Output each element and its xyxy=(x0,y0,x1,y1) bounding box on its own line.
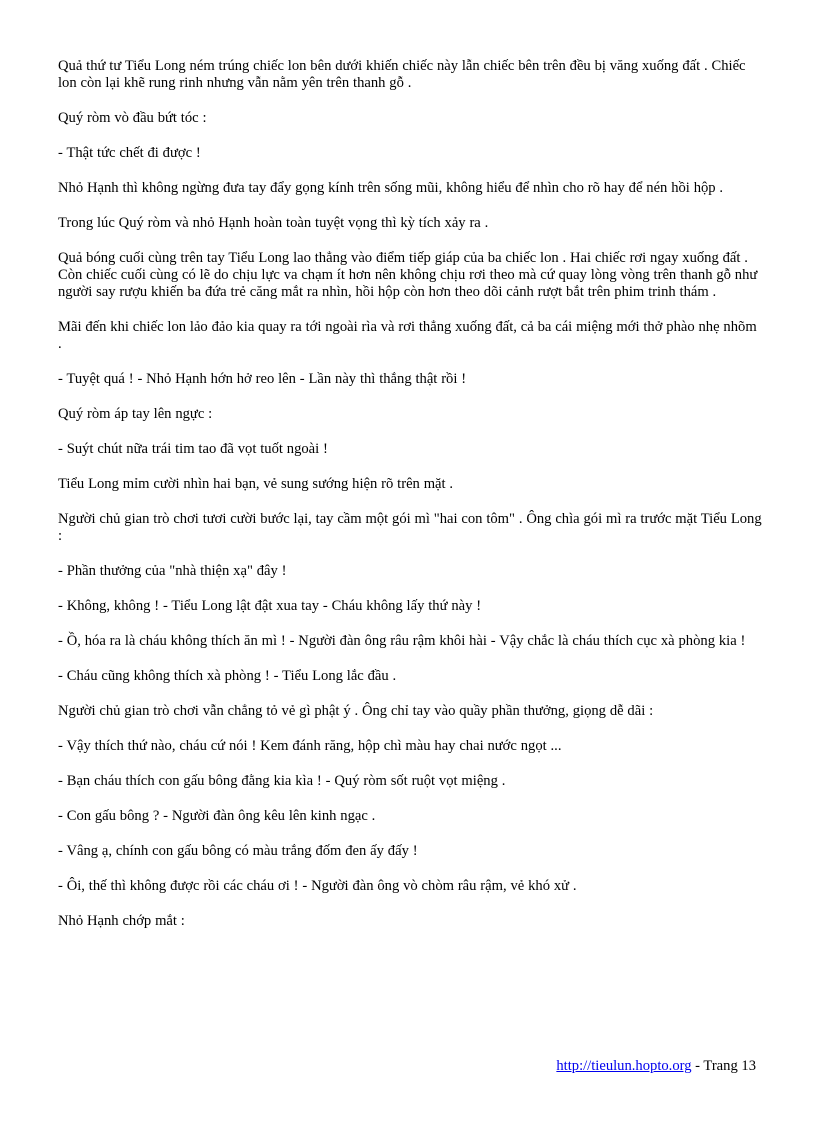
paragraph: - Bạn cháu thích con gấu bông đằng kia kìa ! - Quý ròm sốt ruột vọt miệng . xyxy=(58,773,506,789)
paragraph: - Thật tức chết đi được ! xyxy=(58,145,201,161)
paragraph: - Không, không ! - Tiểu Long lật đật xua tay - Cháu không lấy thứ này ! xyxy=(58,598,482,614)
paragraph: Quý ròm áp tay lên ngực : xyxy=(58,406,213,422)
paragraph: - Ôi, thế thì không được rồi các cháu ơi ! - Người đàn ông vò chòm râu rậm, vẻ khó xử . xyxy=(58,878,577,894)
paragraph: Tiểu Long mỉm cười nhìn hai bạn, vẻ sung sướng hiện rõ trên mặt . xyxy=(58,476,454,492)
paragraph: Quả thứ tư Tiểu Long ném trúng chiếc lon bên dưới khiến chiếc này lẫn chiếc bên trên đều bị văng xuống đất . Chiếc lon còn lại khẽ rung rinh nhưng vẫn nằm yên trên thanh gỗ . xyxy=(58,58,746,91)
page-footer xyxy=(556,1058,756,1075)
paragraph: - Phần thưởng của "nhà thiện xạ" đây ! xyxy=(58,563,287,579)
paragraph: Trong lúc Quý ròm và nhỏ Hạnh hoàn toàn tuyệt vọng thì kỳ tích xảy ra . xyxy=(58,215,489,231)
paragraph: Quý ròm vò đầu bứt tóc : xyxy=(58,110,207,126)
site-link[interactable]: http://tieulun.hopto.org xyxy=(556,1058,692,1074)
paragraph: Người chủ gian trò chơi vẫn chẳng tỏ vẻ gì phật ý . Ông chỉ tay vào quầy phần thưởng, giọng dễ dãi : xyxy=(58,703,654,719)
paragraph: Người chủ gian trò chơi tươi cười bước lại, tay cầm một gói mì "hai con tôm" . Ông chìa gói mì ra trước mặt Tiểu Long : xyxy=(58,511,762,544)
paragraph: - Cháu cũng không thích xà phòng ! - Tiểu Long lắc đầu . xyxy=(58,668,397,684)
paragraph: Mãi đến khi chiếc lon lảo đảo kia quay ra tới ngoài rìa và rơi thẳng xuống đất, cả ba cái miệng mới thở phào nhẹ nhõm . xyxy=(58,319,757,352)
paragraph: Nhỏ Hạnh chớp mắt : xyxy=(58,913,185,929)
page-number: Trang 13 xyxy=(703,1058,756,1074)
paragraph: - Ồ, hóa ra là cháu không thích ăn mì ! - Người đàn ông râu rậm khôi hài - Vậy chắc là cháu thích cục xà phòng kia ! xyxy=(58,633,746,649)
paragraph: - Vâng ạ, chính con gấu bông có màu trắng đốm đen ấy đấy ! xyxy=(58,843,418,859)
document-body xyxy=(58,58,762,948)
paragraph: - Suýt chút nữa trái tim tao đã vọt tuốt ngoài ! xyxy=(58,441,328,457)
paragraph: - Con gấu bông ? - Người đàn ông kêu lên kinh ngạc . xyxy=(58,808,376,824)
paragraph: - Vậy thích thứ nào, cháu cứ nói ! Kem đánh răng, hộp chì màu hay chai nước ngọt ... xyxy=(58,738,562,754)
paragraph: Quả bóng cuối cùng trên tay Tiểu Long lao thẳng vào điểm tiếp giáp của ba chiếc lon . Hai chiếc rơi ngay xuống đất . Còn chiếc cuối cùng có lẽ do chịu lực va chạm ít hơn nên không chịu rơi theo mà cứ quay lòng vòng trên thanh gỗ như người say rượu khiến ba đứa trẻ căng mắt ra nhìn, hồi hộp còn hơn theo dõi cảnh rượt bắt trên phim trinh thám . xyxy=(58,250,758,300)
paragraph: - Tuyệt quá ! - Nhỏ Hạnh hớn hở reo lên - Lần này thì thắng thật rồi ! xyxy=(58,371,467,387)
paragraph: Nhỏ Hạnh thì không ngừng đưa tay đẩy gọng kính trên sống mũi, không hiểu để nhìn cho rõ hay để nén hồi hộp . xyxy=(58,180,724,196)
footer-separator: - xyxy=(691,1058,704,1074)
